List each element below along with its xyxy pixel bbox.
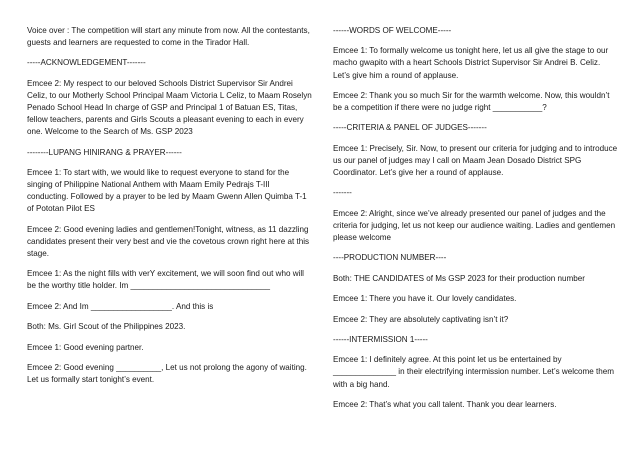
emcee2-intro-paragraph: Emcee 2: And Im __________________. And this is (27, 301, 214, 311)
greeting-paragraph: Emcee 2: Good evening ladies and gentlemen!Tonight, witness, as 11 dazzling candidates present their very best and vie the covetous crown right here at this stage. (27, 224, 310, 258)
section-heading-lupang-hinirang: --------LUPANG HINIRANG & PRAYER------ (27, 147, 182, 157)
both-title-paragraph: Both: Ms. Girl Scout of the Philippines 2023. (27, 322, 186, 332)
voice-over-paragraph: Voice over : The competition will start any minute from now. All the contestants, guests and learners are requested to come in the Tirador Hall. (27, 26, 310, 48)
anthem-prayer-paragraph: Emcee 1: To start with, we would like to request everyone to stand for the singing of Philippine National Anthem with Maam Emily Pedrajs T-III conducting. Followed by a prayer to be led by Maam Gwenn Allen Quimba T-1 of Pototan Pilot ES (27, 168, 307, 214)
section-heading-production-number: ----PRODUCTION NUMBER---- (333, 253, 447, 263)
section-heading-acknowledgement: -----ACKNOWLEDGEMENT------- (27, 58, 146, 68)
captivating-paragraph: Emcee 2: They are absolutely captivating isn’t it? (333, 314, 509, 324)
criteria-paragraph: Emcee 1: Precisely, Sir. Now, to present our criteria for judging and to introduce us our panel of judges may I call on Maam Jean Dosado District SPG Coordinator. Let’s give her a round of applause. (333, 143, 618, 178)
section-heading-intermission: ------INTERMISSION 1----- (333, 334, 428, 344)
welcome-intro-paragraph: Emcee 1: To formally welcome us tonight here, let us all give the stage to our macho gwapito with a heart Schools District Supervisor Sir Andrei B. Celiz. Let’s give him a round of applause. (333, 46, 609, 80)
talent-paragraph: Emcee 2: That’s what you call talent. Thank you dear learners. (333, 399, 557, 409)
judges-lead-paragraph: Emcee 2: Thank you so much Sir for the warmth welcome. Now, this wouldn’t be a competition if there were no judge right ___________? (333, 90, 610, 113)
start-event-paragraph: Emcee 2: Good evening __________, Let us not prolong the agony of waiting. Let us formally start tonight’s event. (27, 362, 307, 385)
good-evening-partner-paragraph: Emcee 1: Good evening partner. (27, 342, 144, 352)
section-heading-words-of-welcome: ------WORDS OF WELCOME----- (333, 26, 452, 35)
production-lead-paragraph: Emcee 2: Alright, since we’ve already presented our panel of judges and the criteria for judging, let us not keep our audience waiting. Ladies and gentlemen please welcome (333, 208, 616, 242)
left-column (27, 25, 312, 394)
right-column (333, 25, 618, 419)
intermission-paragraph: Emcee 1: I definitely agree. At this point let us be entertained by ______________ in their electrifying intermission number. Let’s welcome them with a big hand. (333, 355, 615, 389)
separator-heading: ------- (333, 188, 352, 198)
section-heading-criteria: -----CRITERIA & PANEL OF JUDGES------- (333, 123, 487, 133)
candidates-paragraph: Both: THE CANDIDATES of Ms GSP 2023 for their production number (333, 273, 585, 283)
lovely-candidates-paragraph: Emcee 1: There you have it. Our lovely candidates. (333, 294, 517, 304)
emcee1-intro-paragraph: Emcee 1: As the night fills with verY excitement, we will soon find out who will be the worthy title holder. Im _______________________________ (27, 269, 304, 291)
acknowledgement-paragraph: Emcee 2: My respect to our beloved Schools District Supervisor Sir Andrei Celiz, to our Motherly School Principal Maam Victoria L Celiz, to Maam Roselyn Penado School Head In charge of GSP and Principal 1 of Batuan ES, Titas, fellow teachers, parents and Girls Scouts a pleasant evening to each in every one. Welcome to the Search of Ms. GSP 2023 (27, 78, 312, 137)
